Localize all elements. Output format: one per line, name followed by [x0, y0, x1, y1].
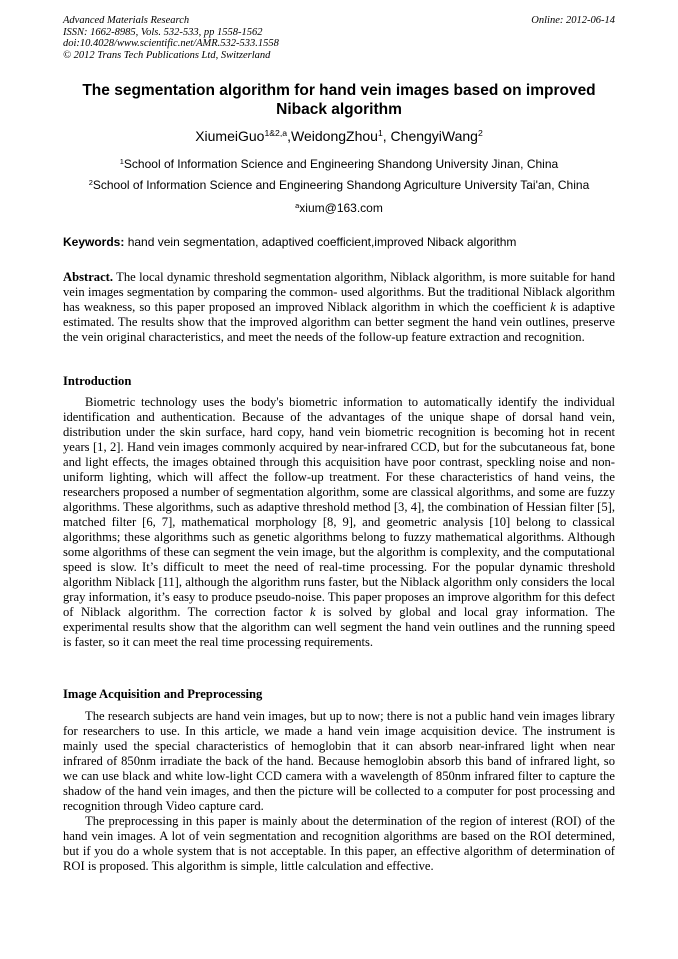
keywords-text: hand vein segmentation, adaptived coefficient,improved Niback algorithm [124, 235, 517, 249]
online-date: Online: 2012-06-14 [531, 15, 615, 26]
section-heading-introduction: Introduction [63, 374, 132, 388]
keywords-label: Keywords: [63, 235, 125, 249]
author-list [63, 128, 615, 144]
body-paragraph: The preprocessing in this paper is mainly about the determination of the region of interest (ROI) of the hand vein images. A lot of vein segmentation and recognition algorithms are based on the ROI determined, but if you do a whole system that is not acceptable. In this paper, an effective algorithm of determination of ROI is proposed. This algorithm is simple, little calculation and effective. [63, 814, 615, 873]
coefficient-symbol: k [309, 605, 316, 619]
author-sup: 2 [477, 128, 483, 139]
author-name: WeidongZhou [291, 128, 378, 144]
acquisition-body [63, 709, 615, 874]
affiliation-sup: 2 [88, 177, 93, 187]
affiliation-1 [63, 157, 615, 171]
author-sep: , [287, 128, 292, 144]
abstract-text: The local dynamic threshold segmentation algorithm, Niblack algorithm, is more suitable for hand vein images segmentation by comparing the common- used algorithms. But the traditional Niblack algorithm has weakness, so this paper proposed an improved Niblack algorithm in which the coefficient [63, 270, 615, 314]
body-paragraph [63, 395, 615, 650]
keywords [63, 235, 615, 249]
author-sup: 1 [377, 128, 383, 139]
email-address: xium@163.com [299, 201, 383, 215]
issn: ISSN: 1662-8985, Vols. 532-533, pp 1558-1562 [63, 26, 263, 38]
affiliation-sup: 1 [119, 156, 124, 166]
author-name: ChengyiWang [390, 128, 478, 144]
paragraph-text: Biometric technology uses the body's biometric information to automatically identify the individual identification and authentication. Because of the advantages of the unique shape of dorsal hand vein, distribution under the skin surface, hard copy, hand vein biometric recognition is becoming hot in recent years [1, 2]. Hand vein images commonly acquired by near-infrared CCD, but for the subcutaneous fat, bone and light effects, the images obtained through this acquisition have poor contrast, speckling noise and non-uniform lighting, which will affect the follow-up treatment. For these characteristics of hand veins, the researchers proposed a number of segmentation algorithm, some are classical algorithms, and some are fuzzy algorithms. These algorithms, such as adaptive threshold method [3, 4], the combination of Hessian filter [5], matched filter [6, 7], mathematical morphology [8, 9], and geometric analysis [10] belong to classical algorithms; these algorithms such as genetic algorithms belong to fuzzy mathematical algorithms. Although some algorithms of these can segment the vein image, but the algorithm is complexity, and the computational speed is slow. It’s difficult to meet the need of real-time processing. For the popular dynamic threshold algorithm Niblack [11], although the algorithm runs faster, but the Niblack algorithm only considers the local gray information, it’s easy to produce pseudo-noise. This paper proposes an improve algorithm for this defect of Niblack algorithm. The correction factor [63, 395, 615, 619]
introduction-body [63, 395, 615, 650]
email-line [63, 201, 615, 215]
author-sup: 1&2,a [264, 128, 288, 139]
coefficient-symbol: k [550, 300, 556, 314]
email-sup: a [295, 200, 300, 210]
affiliation-text: School of Information Science and Engineering Shandong University Jinan, China [123, 157, 559, 171]
body-paragraph: The research subjects are hand vein images, but up to now; there is not a public hand vein images library for researchers to use. In this article, we made a hand vein image acquisition device. The instrument is mainly used the special characteristics of hemoglobin that it can absorb near-infrared light when near infrared of 850nm irradiate the back of the hand. Because hemoglobin absorb this band of infrared light, so we can use black and white low-light CCD camera with a wavelength of 850nm infrared filter to capture the shadow of the hand vein images, and then the picture will be collected to a computer for post processing and recognition through Video capture card. [63, 709, 615, 813]
author-name: XiumeiGuo [195, 128, 265, 144]
journal-header [63, 15, 615, 61]
affiliation-2 [63, 178, 615, 192]
abstract-paragraph [63, 270, 615, 345]
doi: doi:10.4028/www.scientific.net/AMR.532-533.1558 [63, 38, 279, 50]
abstract-label: Abstract. [63, 270, 114, 284]
paragraph-text: is solved by global and local gray information. The experimental results show that the algorithm can well segment the hand vein outlines and the running speed is faster, so it can meet the real time processing requirements. [63, 605, 615, 649]
paper-title: The segmentation algorithm for hand vein images based on improved Niback algorithm [82, 82, 596, 118]
section-heading-acquisition: Image Acquisition and Preprocessing [63, 687, 263, 701]
abstract-text: is adaptive estimated. The results show that the improved algorithm can better segment the hand vein outlines, preserve the vein original characteristics, and meet the needs of the follow-up feature extraction and recognition. [63, 300, 616, 344]
copyright: © 2012 Trans Tech Publications Ltd, Switzerland [63, 49, 271, 61]
journal-name: Advanced Materials Research [63, 15, 190, 26]
author-sep: , [382, 128, 391, 144]
abstract [63, 270, 615, 345]
affiliation-text: School of Information Science and Engineering Shandong Agriculture University Tai'an, China [92, 178, 590, 192]
